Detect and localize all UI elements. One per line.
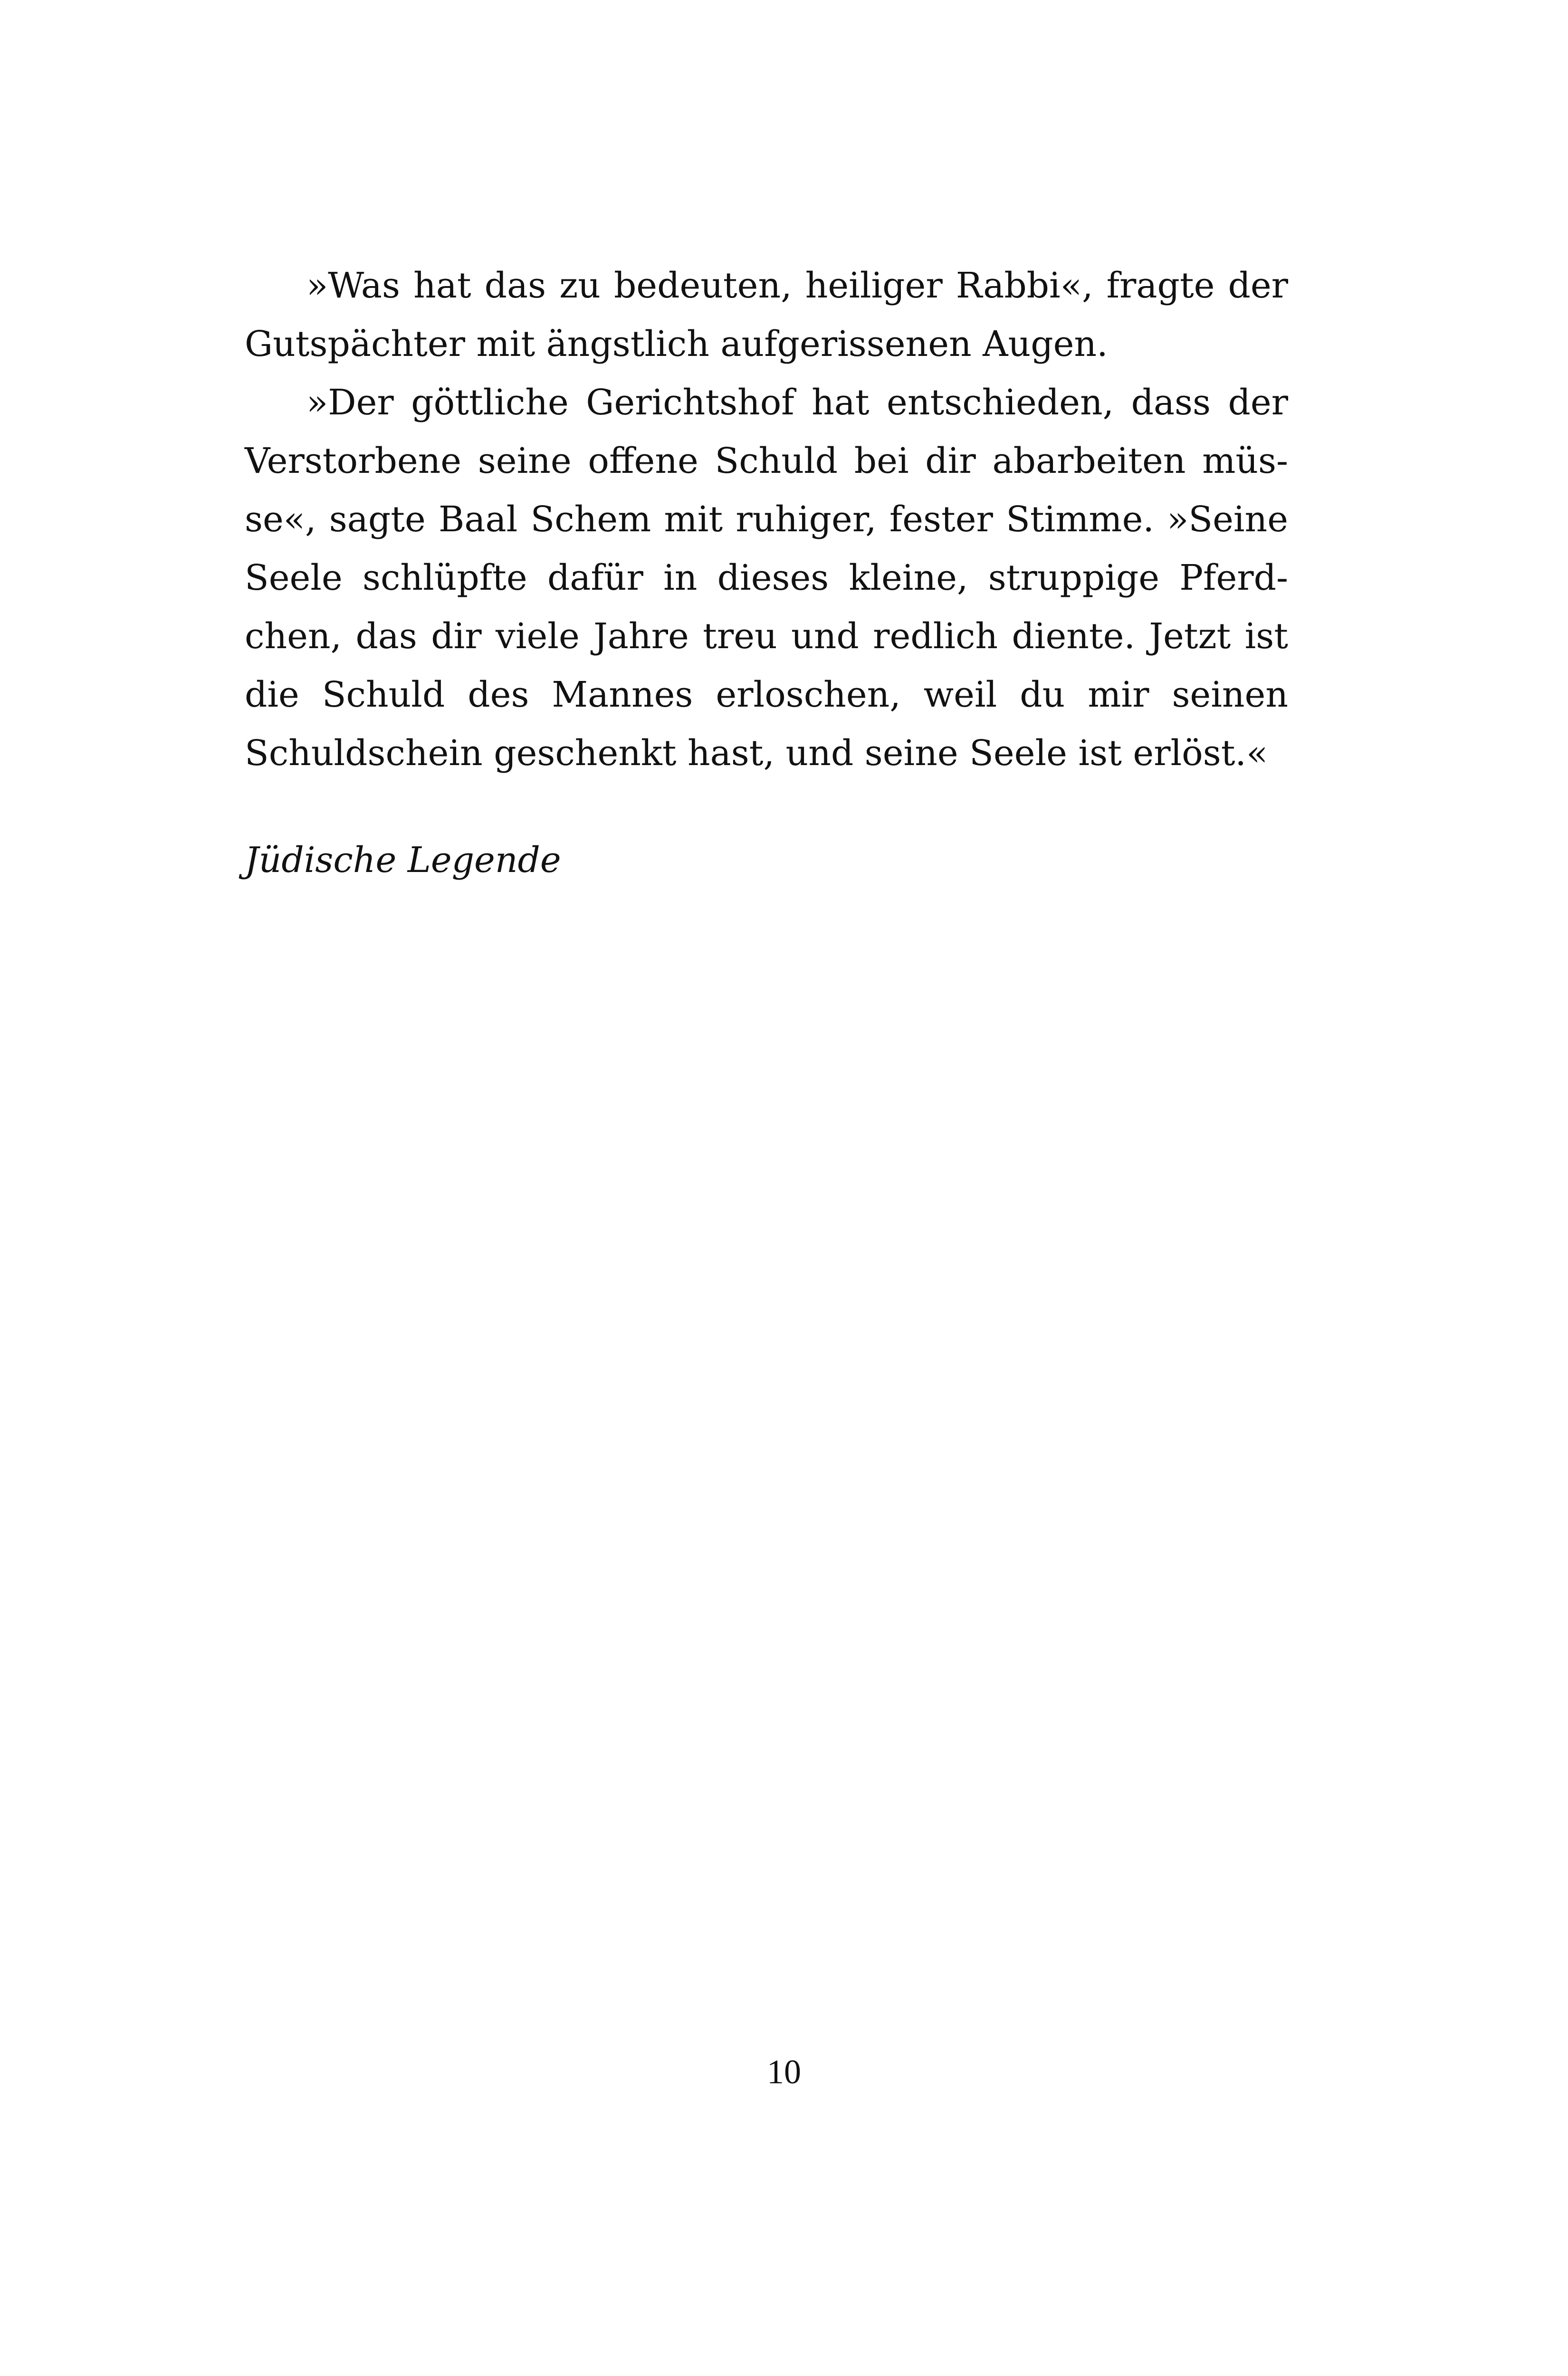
source-attribution: Jüdische Legende bbox=[245, 840, 561, 881]
page-number: 10 bbox=[767, 2053, 801, 2091]
text-line: se«, sagte Baal Schem mit ruhiger, fester Stimme. »Seine bbox=[245, 499, 1288, 540]
text-line: Gutspächter mit ängstlich aufgerissenen Augen. bbox=[245, 324, 1108, 364]
paragraph-question bbox=[245, 257, 1288, 374]
text-line: »Der göttliche Gerichtshof hat entschieden, dass der bbox=[306, 382, 1288, 423]
text-line: chen, das dir viele Jahre treu und redlich diente. Jetzt ist bbox=[245, 616, 1288, 657]
text-line: »Was hat das zu bedeuten, heiliger Rabbi«, fragte der bbox=[306, 265, 1288, 306]
text-line: die Schuld des Mannes erloschen, weil du mir seinen bbox=[245, 674, 1288, 715]
body-text bbox=[245, 257, 1288, 783]
text-line: Schuldschein geschenkt hast, und seine Seele ist erlöst.« bbox=[245, 733, 1268, 774]
text-line: Seele schlüpfte dafür in dieses kleine, struppige Pferd- bbox=[245, 557, 1288, 598]
text-line: Verstorbene seine offene Schuld bei dir abarbeiten müs- bbox=[245, 441, 1288, 481]
paragraph-answer bbox=[245, 374, 1288, 783]
